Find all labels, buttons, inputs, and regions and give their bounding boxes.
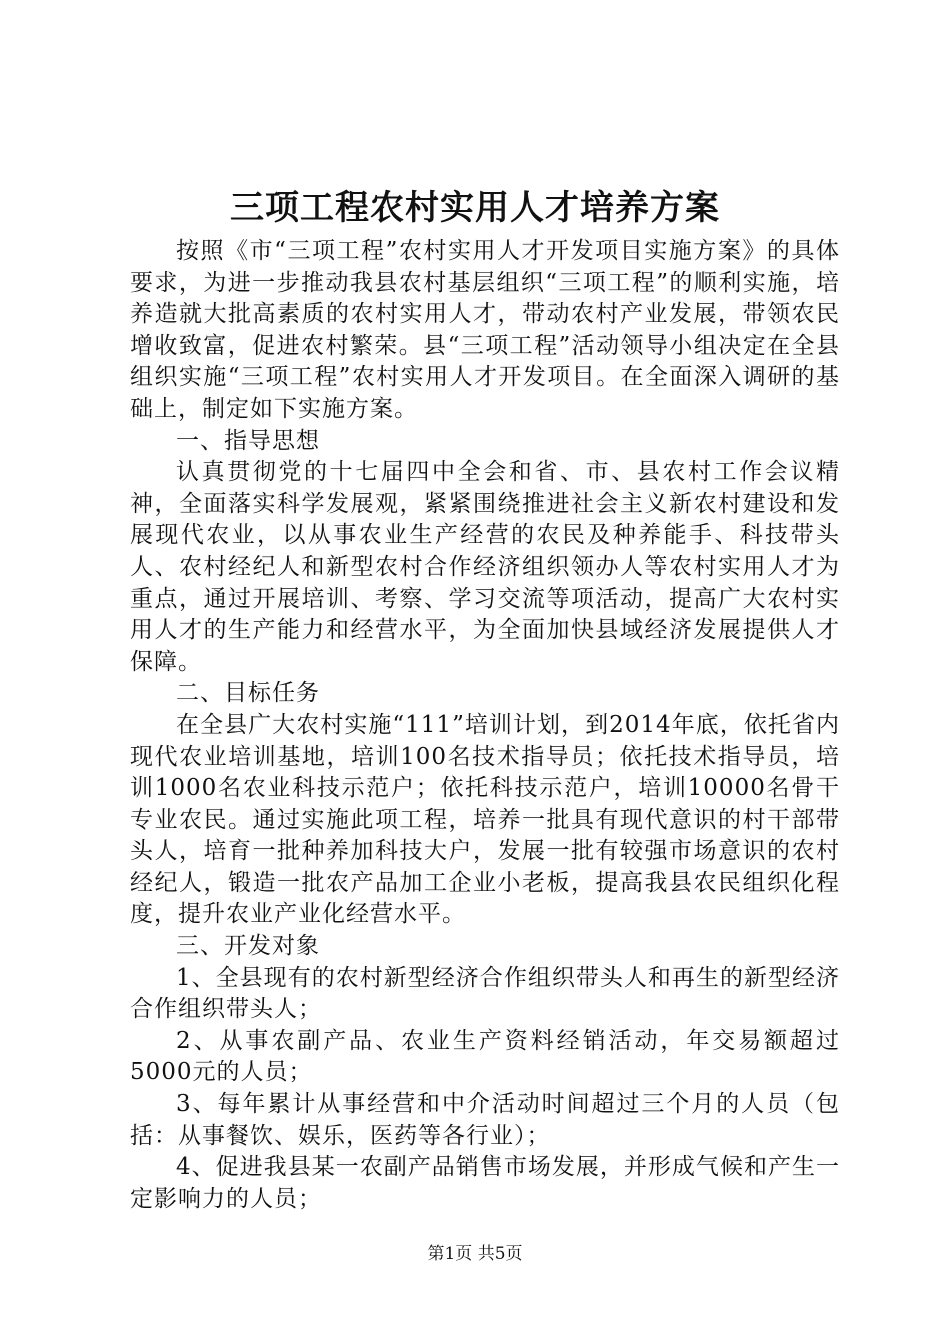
page-number-footer: 第1页 共5页 <box>427 1244 523 1264</box>
section-heading-targets: 三、开发对象 <box>176 933 320 960</box>
goals-paragraph: 在全县广大农村实施“111”培训计划，到2014年底，依托省内现代农业培训基地，培训100名技术指导员；依托技术指导员，培训1000名农业科技示范户；依托科技示范户，培训10000名骨干专业农民。通过实施此项工程，培养一批具有现代意识的村干部带头人，培育一批种养加科技大户，发展一批有较强市场意识的农村经纪人，锻造一批农产品加工企业小老板，提高我县农民组织化程度，提升农业产业化经营水平。 <box>130 711 840 928</box>
section-heading-guiding-ideology: 一、指导思想 <box>176 427 320 454</box>
section-heading-goals: 二、目标任务 <box>176 680 320 707</box>
intro-paragraph: 按照《市“三项工程”农村实用人才开发项目实施方案》的具体要求，为进一步推动我县农村基层组织“三项工程”的顺利实施，培养造就大批高素质的农村实用人才，带动农村产业发展，带领农民增收致富，促进农村繁荣。县“三项工程”活动领导小组决定在全县组织实施“三项工程”农村实用人才开发项目。在全面深入调研的基础上，制定如下实施方案。 <box>130 238 840 422</box>
target-item-4: 4、促进我县某一农副产品销售市场发展，并形成气候和产生一定影响力的人员； <box>130 1154 840 1212</box>
target-item-2: 2、从事农副产品、农业生产资料经销活动，年交易额超过5000元的人员； <box>130 1027 840 1086</box>
target-item-1: 1、全县现有的农村新型经济合作组织带头人和再生的新型经济合作组织带头人； <box>130 964 840 1023</box>
guiding-ideology-paragraph: 认真贯彻党的十七届四中全会和省、市、县农村工作会议精神，全面落实科学发展观，紧紧围绕推进社会主义新农村建设和发展现代农业，以从事农业生产经营的农民及种养能手、科技带头人、农村经纪人和新型农村合作经济组织领办人等农村实用人才为重点，通过开展培训、考察、学习交流等项活动，提高广大农村实用人才的生产能力和经营水平，为全面加快县域经济发展提供人才保障。 <box>130 459 840 675</box>
target-item-3: 3、每年累计从事经营和中介活动时间超过三个月的人员（包括：从事餐饮、娱乐，医药等各行业）； <box>130 1091 840 1149</box>
document-title: 三项工程农村实用人才培养方案 <box>230 188 720 228</box>
document-body <box>130 236 840 1215</box>
